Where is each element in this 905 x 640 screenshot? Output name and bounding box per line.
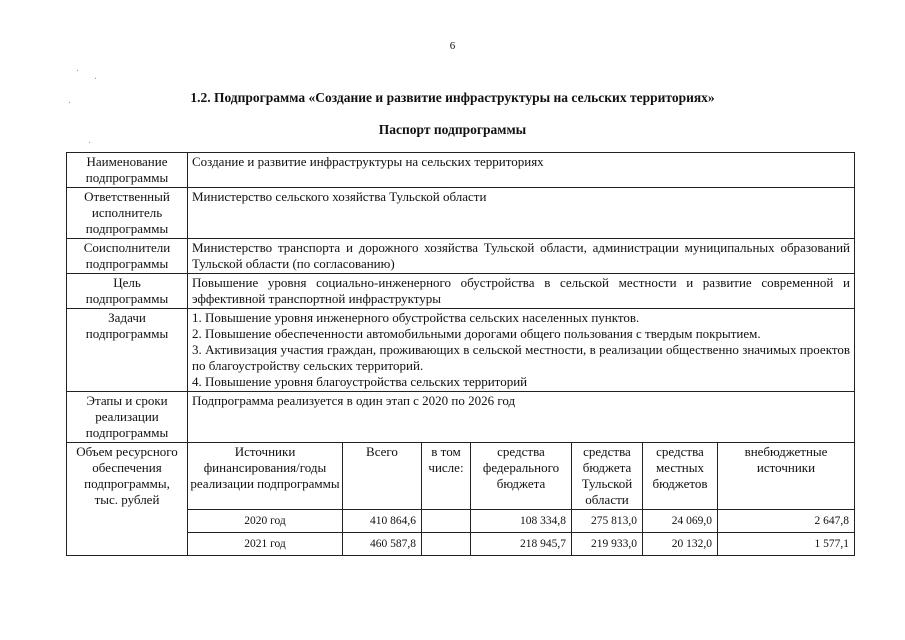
row-content: Создание и развитие инфраструктуры на сельских территориях [188,153,855,188]
column-header: средства местных бюджетов [643,443,718,510]
row-content: Министерство транспорта и дорожного хозяйства Тульской области, администрации муниципальных образований Тульской области (по согласованию) [188,239,855,274]
table-row [67,188,855,239]
column-header: Источники финансирования/годы реализации подпрограммы [188,443,343,510]
funding-header-row [188,443,854,510]
row-content: Повышение уровня социально-инженерного обустройства в сельской местности и развитие современной и эффективной транспортной инфраструктуры [188,274,855,309]
column-header: средства федерального бюджета [471,443,572,510]
federal-cell: 218 945,7 [471,533,572,556]
scan-speck: · [88,138,92,149]
extra-cell: 1 577,1 [718,533,855,556]
table-row [188,510,854,533]
scan-speck: · [68,98,72,109]
table-row [67,274,855,309]
regional-cell: 219 933,0 [572,533,643,556]
extra-cell: 2 647,8 [718,510,855,533]
row-label: Объем ресурсного обеспечения подпрограммы, тыс. рублей [67,443,188,556]
passport-table [66,152,855,556]
column-header: внебюджетные источники [718,443,855,510]
table-row [67,443,855,556]
table-row [67,392,855,443]
column-header: Всего [343,443,422,510]
task-item: 2. Повышение обеспеченности автомобильными дорогами общего пользования с твердым покрытием. [192,326,761,341]
subprogram-heading: 1.2. Подпрограмма «Создание и развитие инфраструктуры на сельских территориях» [190,90,715,105]
passport-title: Паспорт подпрограммы [378,122,527,137]
funding-cell [188,443,855,556]
row-label: Задачи подпрограммы [67,309,188,392]
scan-speck: · [76,66,80,77]
column-header: в том числе: [422,443,471,510]
table-row [188,533,854,556]
total-cell: 460 587,8 [343,533,422,556]
tasks-list [188,309,855,392]
table-row [67,309,855,392]
table-row [67,239,855,274]
task-item: 3. Активизация участия граждан, проживающих в сельской местности, в реализации общественно значимых проектов по благоустройству сельских территорий. [192,342,850,373]
scan-speck: · [94,74,98,85]
local-cell: 24 069,0 [643,510,718,533]
row-label: Этапы и сроки реализации подпрограммы [67,392,188,443]
federal-cell: 108 334,8 [471,510,572,533]
row-label: Цель подпрограммы [67,274,188,309]
total-cell: 410 864,6 [343,510,422,533]
task-item: 1. Повышение уровня инженерного обустройства сельских населенных пунктов. [192,310,640,325]
year-cell: 2021 год [188,533,343,556]
incl-cell [422,510,471,533]
row-content: Министерство сельского хозяйства Тульской области [188,188,855,239]
year-cell: 2020 год [188,510,343,533]
local-cell: 20 132,0 [643,533,718,556]
funding-table [188,443,854,555]
row-label: Ответственный исполнитель подпрограммы [67,188,188,239]
column-header: средства бюджета Тульской области [572,443,643,510]
row-content: Подпрограмма реализуется в один этап с 2020 по 2026 год [188,392,855,443]
regional-cell: 275 813,0 [572,510,643,533]
table-row [67,153,855,188]
row-label: Наименование подпрограммы [67,153,188,188]
incl-cell [422,533,471,556]
page-number: 6 [449,40,456,52]
row-label: Соисполнители подпрограммы [67,239,188,274]
task-item: 4. Повышение уровня благоустройства сельских территорий [192,374,528,389]
